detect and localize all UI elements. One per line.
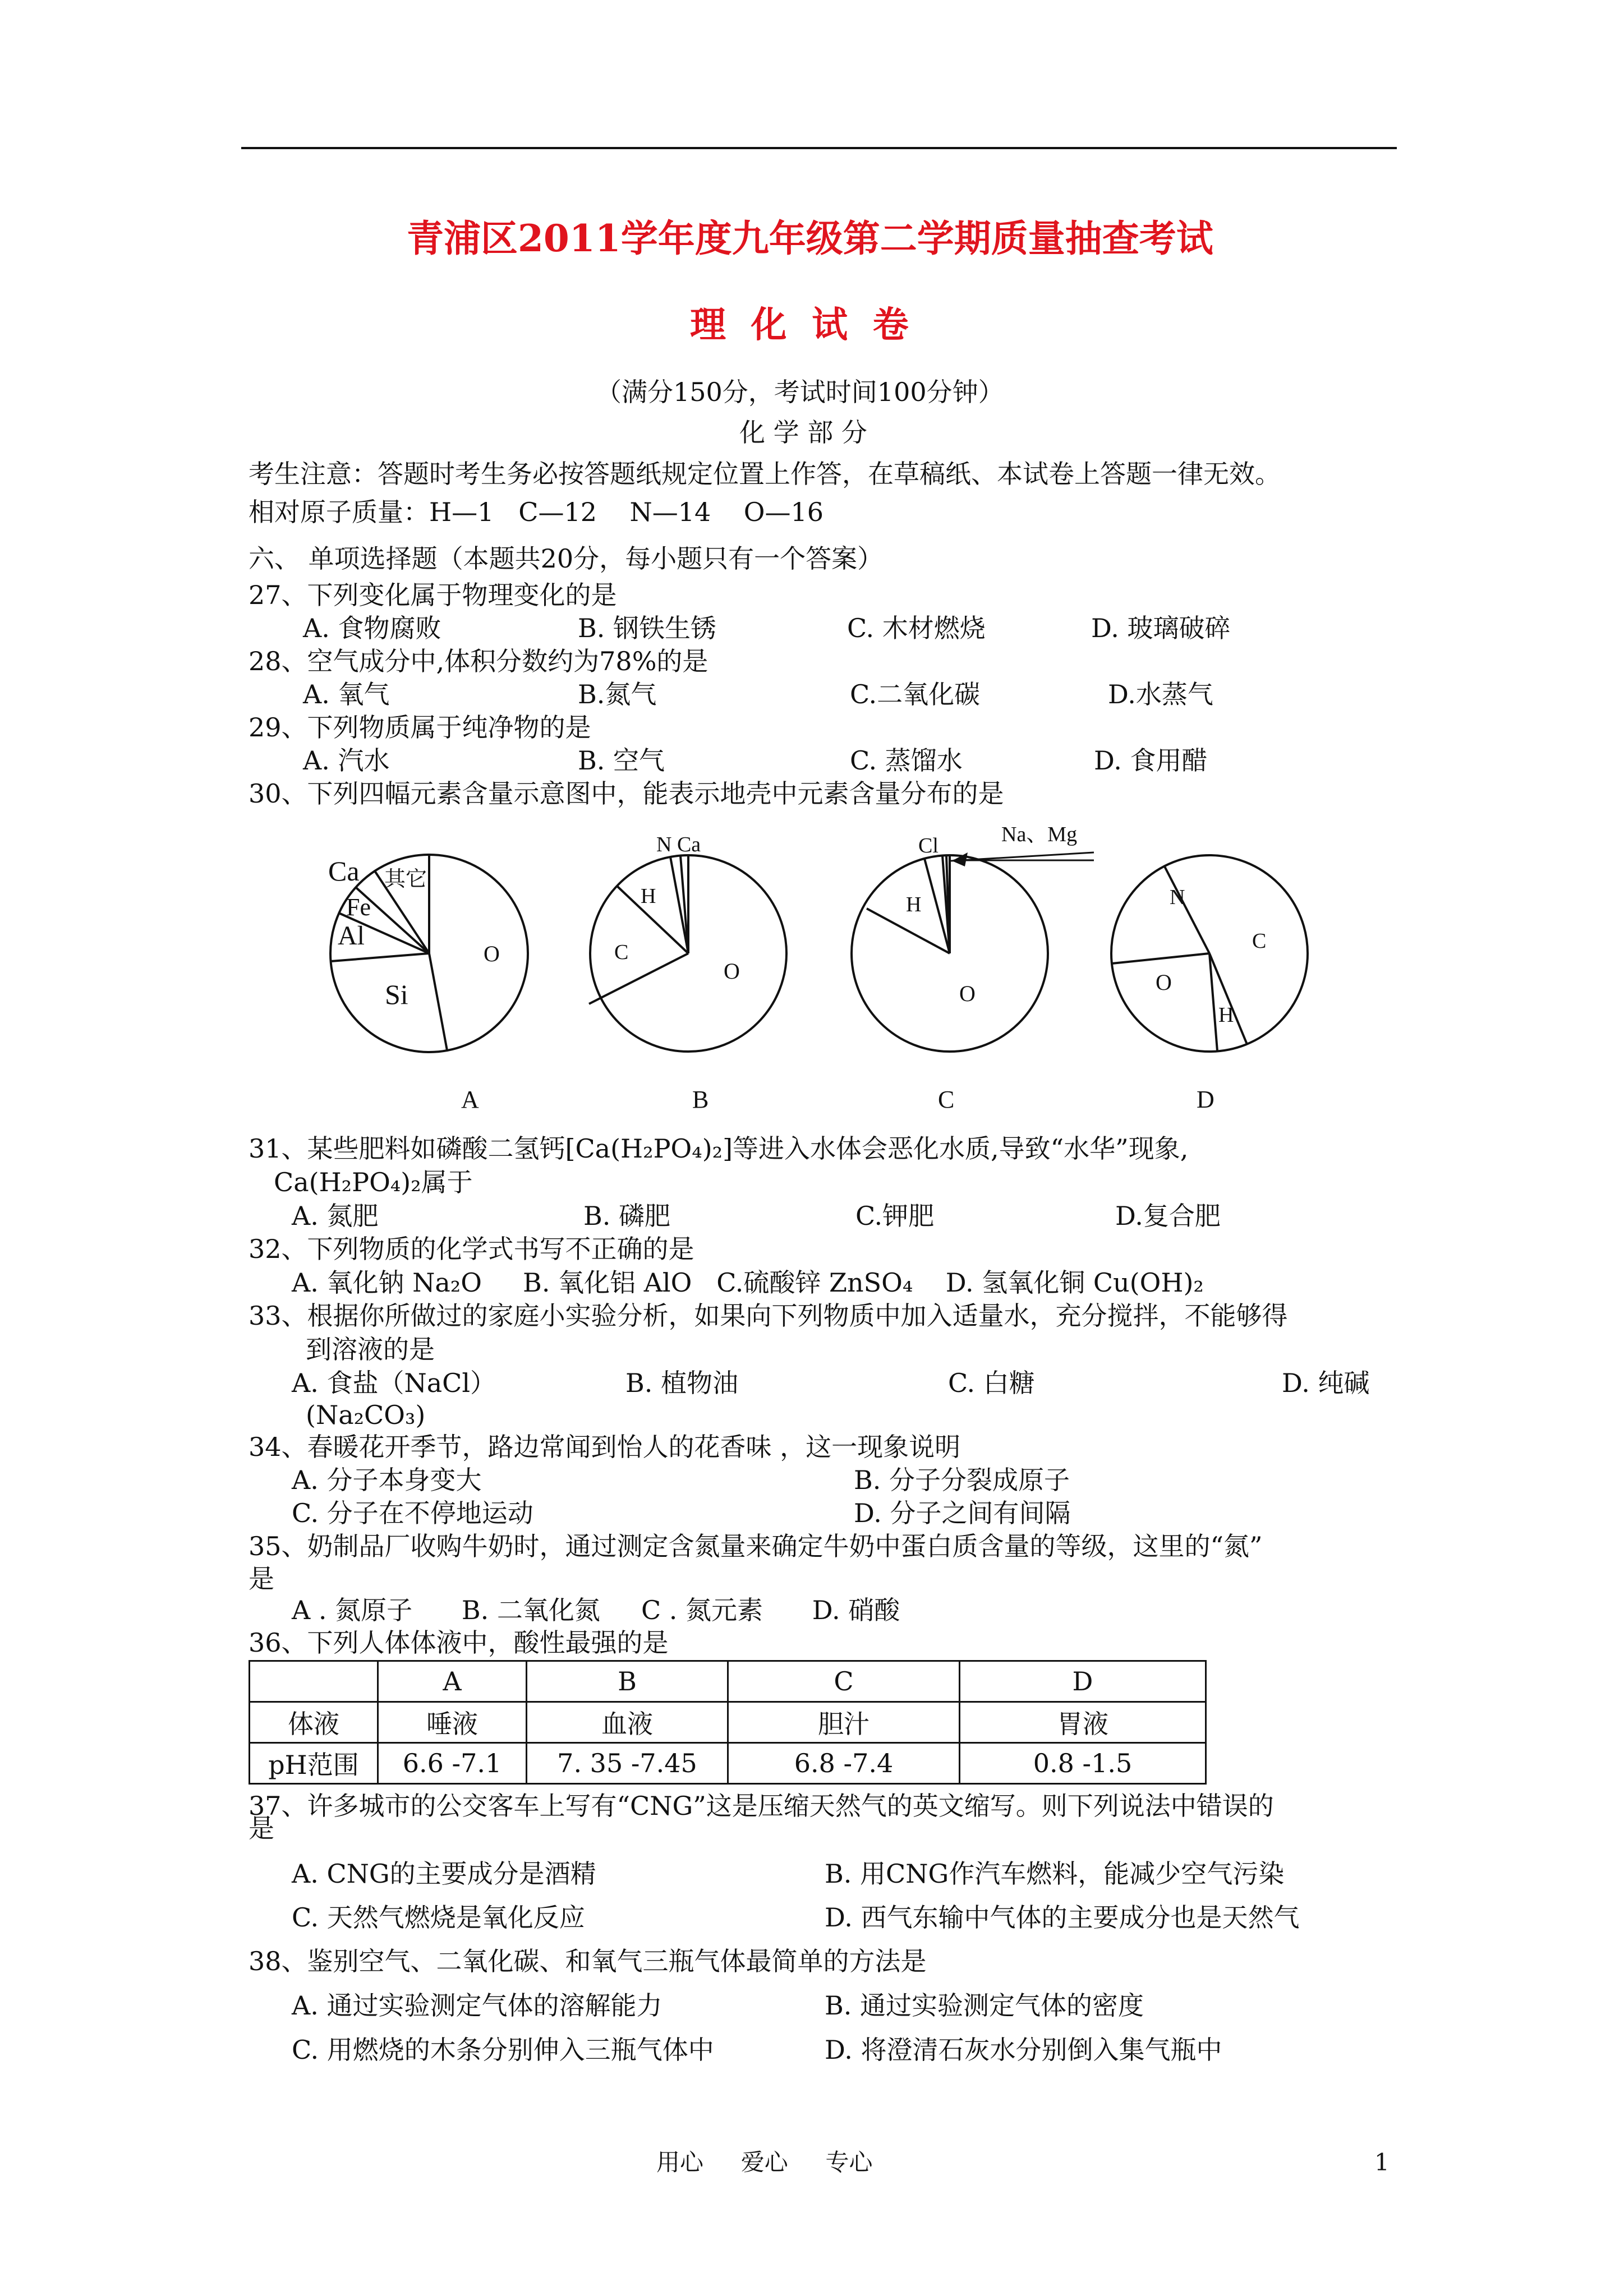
pie-b-label-n-ca: N Ca xyxy=(656,833,701,856)
q33-option-a: A. 食盐（NaCl） xyxy=(292,1368,496,1398)
table-row xyxy=(250,1743,1206,1784)
q33-stem-2: 到溶液的是 xyxy=(306,1334,435,1364)
q34-stem: 34、春暖花开季节，路边常闻到怡人的花香味 ，这一现象说明 xyxy=(249,1432,961,1462)
table-cell: 6.8 -7.4 xyxy=(728,1743,960,1784)
pie-c-label-h: H xyxy=(906,893,922,916)
q28-option-d: D.水蒸气 xyxy=(1108,679,1213,709)
table-cell: 体液 xyxy=(250,1702,378,1743)
q38-option-b: B. 通过实验测定气体的密度 xyxy=(825,1990,1144,2021)
q33-option-b: B. 植物油 xyxy=(625,1368,739,1398)
pie-c-label-na-mg: Na、Mg xyxy=(1001,823,1078,846)
table-row xyxy=(250,1702,1206,1743)
table-cell: C xyxy=(728,1661,960,1702)
table-cell: A xyxy=(378,1661,527,1702)
q37-option-c: C. 天然气燃烧是氧化反应 xyxy=(292,1902,585,1933)
table-cell: 0.8 -1.5 xyxy=(960,1743,1206,1784)
pie-c-label-cl: Cl xyxy=(918,834,938,857)
ph-table xyxy=(249,1660,1207,1785)
table-cell xyxy=(250,1661,378,1702)
pie-c-label-o: O xyxy=(959,981,976,1006)
q33-option-d-formula: (Na₂CO₃) xyxy=(306,1400,426,1430)
pie-d-label-n: N xyxy=(1170,886,1185,909)
q38-stem: 38、鉴别空气、二氧化碳、和氧气三瓶气体最简单的方法是 xyxy=(249,1946,927,1976)
pie-a-label-fe: Fe xyxy=(346,893,371,921)
q32-stem: 32、下列物质的化学式书写不正确的是 xyxy=(249,1234,694,1264)
pie-a-label-other: 其它 xyxy=(384,868,427,891)
q38-option-d: D. 将澄清石灰水分别倒入集气瓶中 xyxy=(825,2035,1222,2065)
pie-a-label-al: Al xyxy=(338,921,365,951)
q30-stem: 30、下列四幅元素含量示意图中，能表示地壳中元素含量分布的是 xyxy=(249,778,1004,809)
pie-a-label-si: Si xyxy=(385,979,408,1010)
footer-motto: 用心 爱心 专心 xyxy=(656,2149,873,2176)
page-number: 1 xyxy=(1374,2149,1390,2176)
pie-caption-d: D xyxy=(1197,1086,1214,1113)
pie-a-label-o: O xyxy=(484,941,500,966)
q28-stem: 28、空气成分中,体积分数约为78%的是 xyxy=(249,646,709,676)
q35-stem: 35、奶制品厂收购牛奶时，通过测定含氮量来确定牛奶中蛋白质含量的等级，这里的“氮” xyxy=(249,1531,1263,1561)
q29-option-b: B. 空气 xyxy=(578,745,665,776)
q31-option-a: A. 氮肥 xyxy=(292,1201,379,1231)
table-cell: D xyxy=(960,1661,1206,1702)
q31-option-d: D.复合肥 xyxy=(1115,1201,1221,1231)
q37-option-b: B. 用CNG作汽车燃料，能减少空气污染 xyxy=(825,1859,1285,1889)
q33-stem: 33、根据你所做过的家庭小实验分析，如果向下列物质中加入适量水，充分搅拌，不能够得 xyxy=(249,1301,1288,1331)
pie-a-label-ca: Ca xyxy=(328,855,360,887)
q29-option-c: C. 蒸馏水 xyxy=(850,745,963,776)
pie-d-label-o: O xyxy=(1156,970,1172,995)
table-cell: 6.6 -7.1 xyxy=(378,1743,527,1784)
q37-option-d: D. 西气东输中气体的主要成分也是天然气 xyxy=(825,1902,1300,1933)
q34-option-c: C. 分子在不停地运动 xyxy=(292,1498,533,1528)
table-cell: 胃液 xyxy=(960,1702,1206,1743)
exam-title: 青浦区2011学年度九年级第二学期质量抽查考试 xyxy=(407,216,1213,260)
q37-stem-2: 是 xyxy=(249,1813,274,1843)
pie-b-label-c: C xyxy=(614,940,629,964)
q27-option-b: B. 钢铁生锈 xyxy=(578,613,717,643)
pie-b-label-h: H xyxy=(641,884,656,908)
q31-stem: 31、某些肥料如磷酸二氢钙[Ca(H₂PO₄)₂]等进入水体会恶化水质,导致“水华”现象, xyxy=(249,1133,1189,1164)
pie-d-label-c: C xyxy=(1252,929,1267,953)
q33-option-c: C. 白糖 xyxy=(948,1368,1035,1398)
q32-options: A. 氧化钠 Na₂O B. 氧化铝 AlO C.硫酸锌 ZnSO₄ D. 氢氧化铜 Cu(OH)₂ xyxy=(292,1267,1204,1298)
q38-option-c: C. 用燃烧的木条分别伸入三瓶气体中 xyxy=(292,2035,714,2065)
q38-option-a: A. 通过实验测定气体的溶解能力 xyxy=(292,1990,663,2021)
q29-option-d: D. 食用醋 xyxy=(1094,745,1208,776)
q35-stem-2: 是 xyxy=(249,1564,274,1594)
q31-stem-2: Ca(H₂PO₄)₂属于 xyxy=(274,1167,473,1197)
q29-stem: 29、下列物质属于纯净物的是 xyxy=(249,712,591,743)
q34-option-a: A. 分子本身变大 xyxy=(292,1465,482,1495)
section-name: 化 学 部 分 xyxy=(739,417,867,448)
q28-option-b: B.氮气 xyxy=(578,679,657,709)
q27-option-a: A. 食物腐败 xyxy=(303,613,441,643)
part-title: 六、 单项选择题（本题共20分，每小题只有一个答案） xyxy=(249,543,884,574)
q31-option-c: C.钾肥 xyxy=(855,1201,935,1231)
q37-stem: 37、许多城市的公交客车上写有“CNG”这是压缩天然气的英文缩写。则下列说法中错误的 xyxy=(249,1791,1274,1821)
q27-stem: 27、下列变化属于物理变化的是 xyxy=(249,580,617,610)
table-cell: B xyxy=(527,1661,728,1702)
table-cell: 血液 xyxy=(527,1702,728,1743)
q35-options: A . 氮原子 B. 二氧化氮 C . 氮元素 D. 硝酸 xyxy=(292,1595,900,1625)
pie-caption-c: C xyxy=(938,1086,955,1113)
q31-option-b: B. 磷肥 xyxy=(583,1201,671,1231)
table-cell: pH范围 xyxy=(250,1743,378,1784)
notice: 考生注意：答题时考生务必按答题纸规定位置上作答，在草稿纸、本试卷上答题一律无效。 xyxy=(249,459,1281,489)
pie-d-label-h: H xyxy=(1218,1003,1234,1027)
q28-option-c: C.二氧化碳 xyxy=(850,679,981,709)
q34-option-b: B. 分子分裂成原子 xyxy=(854,1465,1070,1495)
table-cell: 唾液 xyxy=(378,1702,527,1743)
pie-b-label-o: O xyxy=(724,958,740,984)
q34-option-d: D. 分子之间有间隔 xyxy=(854,1498,1071,1528)
table-cell: 7. 35 -7.45 xyxy=(527,1743,728,1784)
atomic-mass: 相对原子质量：H—1 C—12 N—14 O—16 xyxy=(249,497,823,527)
q29-option-a: A. 汽水 xyxy=(303,745,390,776)
table-header-row xyxy=(250,1661,1206,1702)
pie-caption-a: A xyxy=(461,1086,479,1113)
q28-option-a: A. 氧气 xyxy=(303,679,390,709)
q37-option-a: A. CNG的主要成分是酒精 xyxy=(292,1859,596,1889)
q33-option-d: D. 纯碱 xyxy=(1282,1368,1370,1398)
exam-info: （满分150分，考试时间100分钟） xyxy=(596,377,1004,407)
q36-stem: 36、下列人体体液中，酸性最强的是 xyxy=(249,1628,669,1658)
paper-subtitle: 理 化 试 卷 xyxy=(690,304,909,346)
q27-option-c: C. 木材燃烧 xyxy=(847,613,986,643)
table-cell: 胆汁 xyxy=(728,1702,960,1743)
q27-option-d: D. 玻璃破碎 xyxy=(1091,613,1231,643)
pie-caption-b: B xyxy=(692,1086,709,1113)
